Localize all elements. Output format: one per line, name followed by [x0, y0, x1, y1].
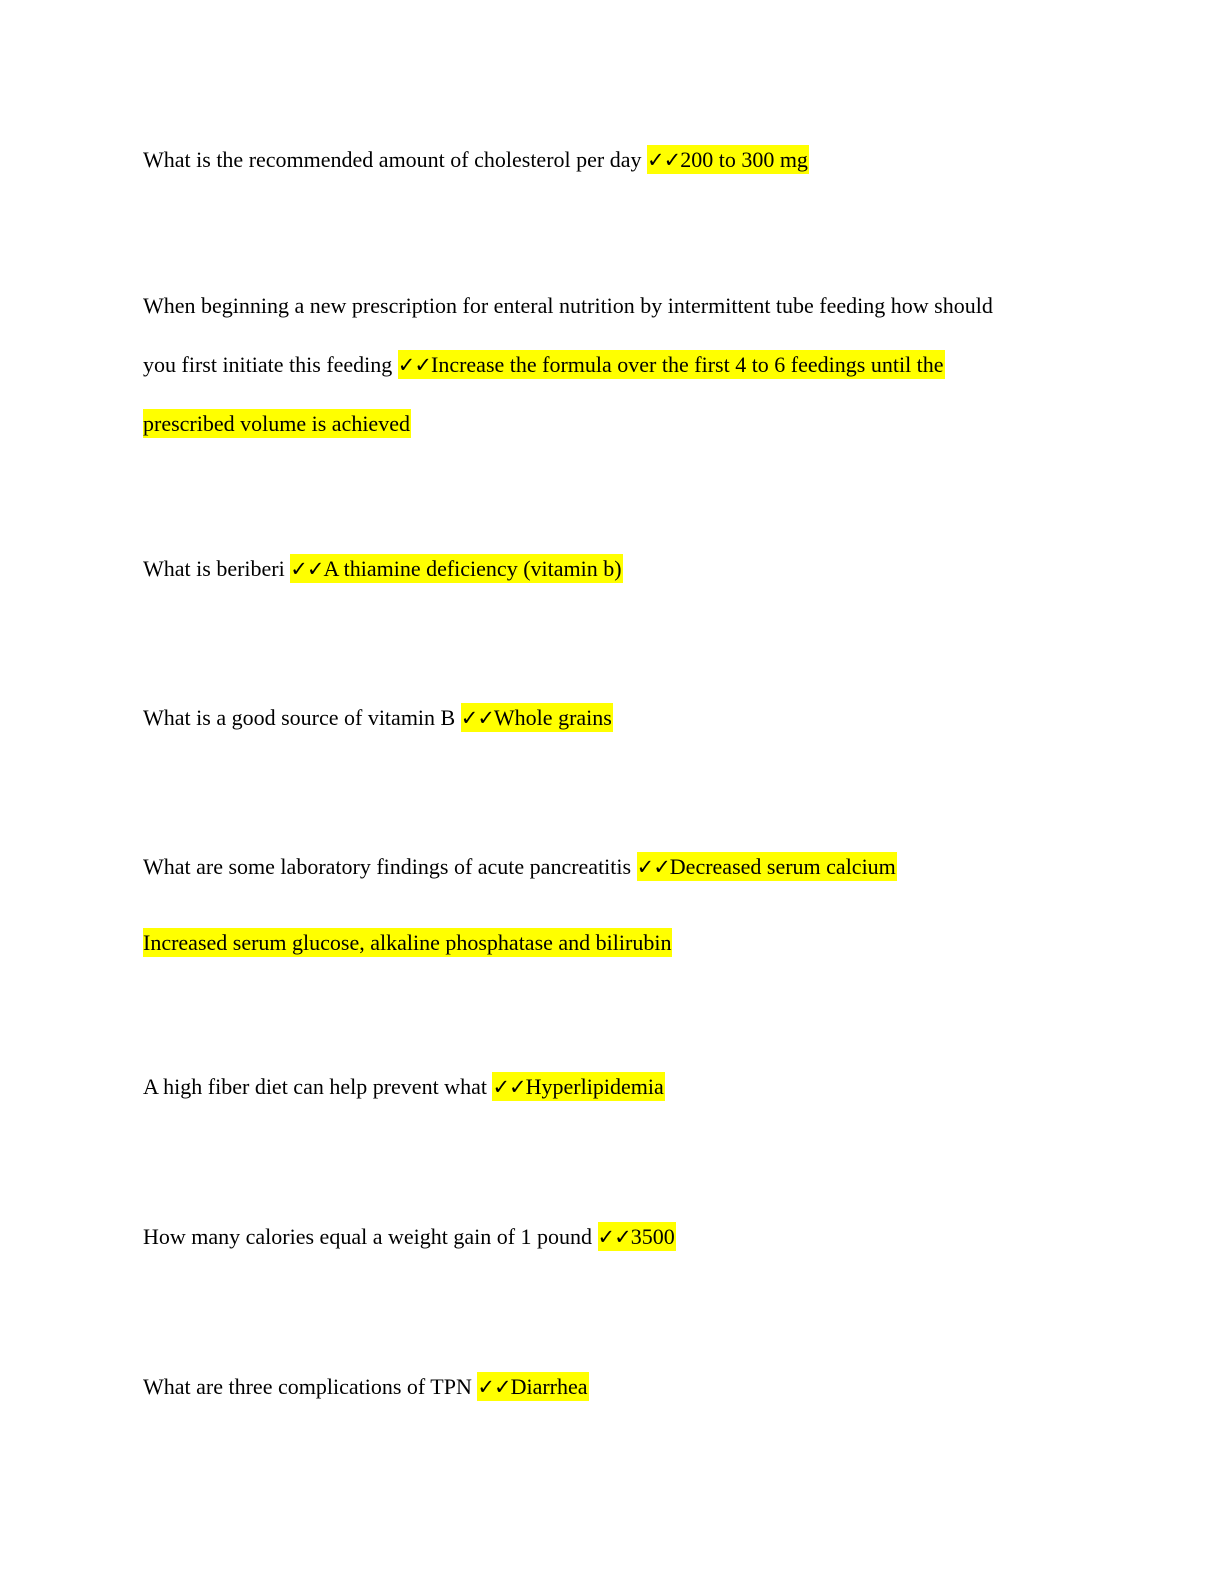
answer-highlight [477, 1372, 588, 1401]
question-text: What are some laboratory findings of acute pancreatitis [143, 854, 632, 879]
qa-line [143, 1072, 665, 1102]
double-check-icon: ✓✓ [397, 353, 431, 377]
answer-text: prescribed volume is achieved [143, 411, 410, 436]
answer-text: 200 to 300 mg [680, 147, 808, 172]
question-text: What is a good source of vitamin B [143, 705, 456, 730]
answer-text: Hyperlipidemia [525, 1074, 664, 1099]
answer-highlight [637, 852, 897, 881]
qa-line [143, 1222, 676, 1252]
qa-line [143, 703, 613, 733]
answer-highlight [461, 703, 613, 732]
answer-text: 3500 [630, 1224, 675, 1249]
qa-line [143, 928, 672, 958]
answer-highlight [598, 1222, 676, 1251]
double-check-icon: ✓✓ [492, 1075, 526, 1099]
question-text: you first initiate this feeding [143, 352, 393, 377]
double-check-icon: ✓✓ [597, 1225, 631, 1249]
answer-text: Increase the formula over the first 4 to 6 feedings until the [431, 352, 944, 377]
double-check-icon: ✓✓ [477, 1375, 511, 1399]
qa-line [143, 350, 945, 380]
answer-highlight [143, 409, 411, 438]
question-text: When beginning a new prescription for enteral nutrition by intermittent tube feeding how should [143, 293, 993, 318]
answer-highlight [398, 350, 945, 379]
question-text: What is beriberi [143, 556, 285, 581]
answer-highlight [647, 145, 809, 174]
qa-line [143, 1372, 589, 1402]
question-text: What is the recommended amount of cholesterol per day [143, 147, 642, 172]
answer-text: Increased serum glucose, alkaline phosphatase and bilirubin [143, 930, 672, 955]
qa-line [143, 554, 623, 584]
qa-line [143, 852, 897, 882]
question-text: How many calories equal a weight gain of 1 pound [143, 1224, 593, 1249]
answer-text: Whole grains [493, 705, 612, 730]
answer-highlight [143, 928, 672, 957]
question-text: What are three complications of TPN [143, 1374, 472, 1399]
qa-line [143, 409, 411, 439]
double-check-icon: ✓✓ [460, 706, 494, 730]
double-check-icon: ✓✓ [636, 855, 670, 879]
answer-text: Diarrhea [510, 1374, 588, 1399]
answer-highlight [492, 1072, 664, 1101]
double-check-icon: ✓✓ [290, 557, 324, 581]
qa-line [143, 145, 809, 175]
answer-text: A thiamine deficiency (vitamin b) [323, 556, 622, 581]
answer-text: Decreased serum calcium [669, 854, 896, 879]
question-text: A high fiber diet can help prevent what [143, 1074, 487, 1099]
qa-line [143, 291, 993, 321]
answer-highlight [290, 554, 622, 583]
double-check-icon: ✓✓ [647, 148, 681, 172]
